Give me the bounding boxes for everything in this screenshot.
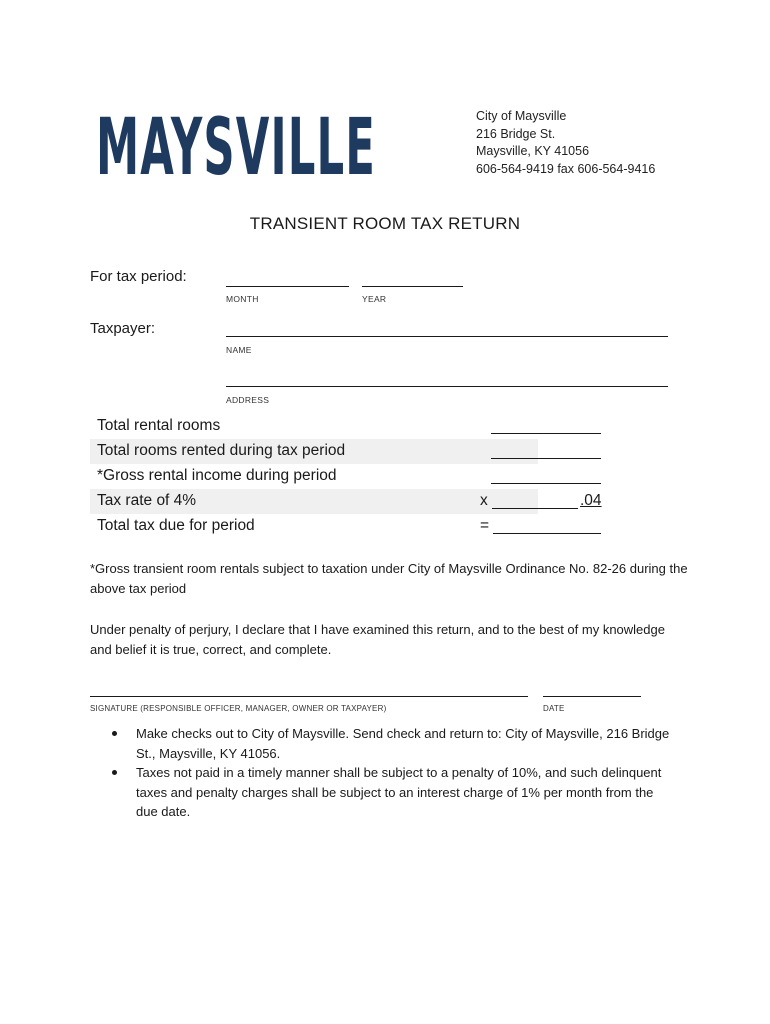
total-rental-rooms-field[interactable] — [491, 433, 601, 434]
equals-sign: = — [480, 517, 490, 534]
rooms-rented-field[interactable] — [491, 458, 601, 459]
total-tax-due-field[interactable] — [493, 533, 601, 534]
tax-rate-value: .04 — [580, 492, 602, 509]
row-label: Tax rate of 4% — [97, 492, 197, 509]
year-field[interactable] — [362, 286, 463, 287]
list-item — [110, 763, 670, 822]
taxpayer-name-field[interactable] — [226, 336, 668, 337]
bullet-icon — [112, 731, 117, 736]
row-label: *Gross rental income during period — [97, 467, 337, 484]
tax-rate-base-field[interactable] — [492, 508, 578, 509]
bullet-icon — [112, 770, 117, 775]
month-field[interactable] — [226, 286, 349, 287]
row-label: Total tax due for period — [97, 517, 255, 534]
address-caption: ADDRESS — [226, 395, 270, 405]
taxpayer-label: Taxpayer: — [90, 320, 156, 337]
date-field[interactable] — [543, 696, 641, 697]
row-gross-rental-income — [90, 464, 538, 489]
gross-rental-income-field[interactable] — [491, 483, 601, 484]
date-caption: DATE — [543, 704, 565, 713]
signature-field[interactable] — [90, 696, 528, 697]
year-caption: YEAR — [362, 294, 387, 304]
address-line-1: City of Maysville — [476, 109, 567, 123]
row-label: Total rooms rented during tax period — [97, 442, 346, 459]
instructions-list — [110, 724, 670, 822]
row-label: Total rental rooms — [97, 417, 221, 434]
row-rooms-rented — [90, 439, 538, 464]
logo-wordmark: MAYSVILLE — [96, 103, 376, 180]
name-caption: NAME — [226, 345, 252, 355]
tax-period-label: For tax period: — [90, 268, 187, 285]
city-address-block — [476, 108, 655, 178]
instruction-text: Make checks out to City of Maysville. Send check and return to: City of Maysville, 216 Bridge St., Maysville, KY 41056. — [136, 726, 670, 761]
address-line-2: 216 Bridge St. — [476, 126, 556, 141]
list-item — [110, 724, 670, 763]
multiply-sign: x — [480, 492, 488, 509]
month-caption: MONTH — [226, 294, 259, 304]
maysville-logo — [96, 98, 378, 180]
footnote: *Gross transient room rentals subject to taxation under City of Maysville Ordinance No. 82-26 during the above tax period — [90, 561, 688, 596]
declaration-text: Under penalty of perjury, I declare that I have examined this return, and to the best of my knowledge and belief it is true, correct, and complete. — [90, 622, 665, 657]
instruction-text: Taxes not paid in a timely manner shall be subject to a penalty of 10%, and such delinquent taxes and penalty charges shall be subject to an interest charge of 1% per month from the due date. — [136, 765, 662, 819]
row-tax-rate — [90, 489, 602, 514]
signature-caption: SIGNATURE (RESPONSIBLE OFFICER, MANAGER, OWNER OR TAXPAYER) — [90, 704, 387, 713]
address-phone-fax: 606-564-9419 fax 606-564-9416 — [476, 161, 656, 176]
row-total-tax-due — [90, 514, 538, 539]
address-line-3: Maysville, KY 41056 — [476, 144, 590, 158]
row-total-rental-rooms — [90, 414, 538, 439]
taxpayer-address-field[interactable] — [226, 386, 668, 387]
form-title: TRANSIENT ROOM TAX RETURN — [249, 214, 521, 233]
